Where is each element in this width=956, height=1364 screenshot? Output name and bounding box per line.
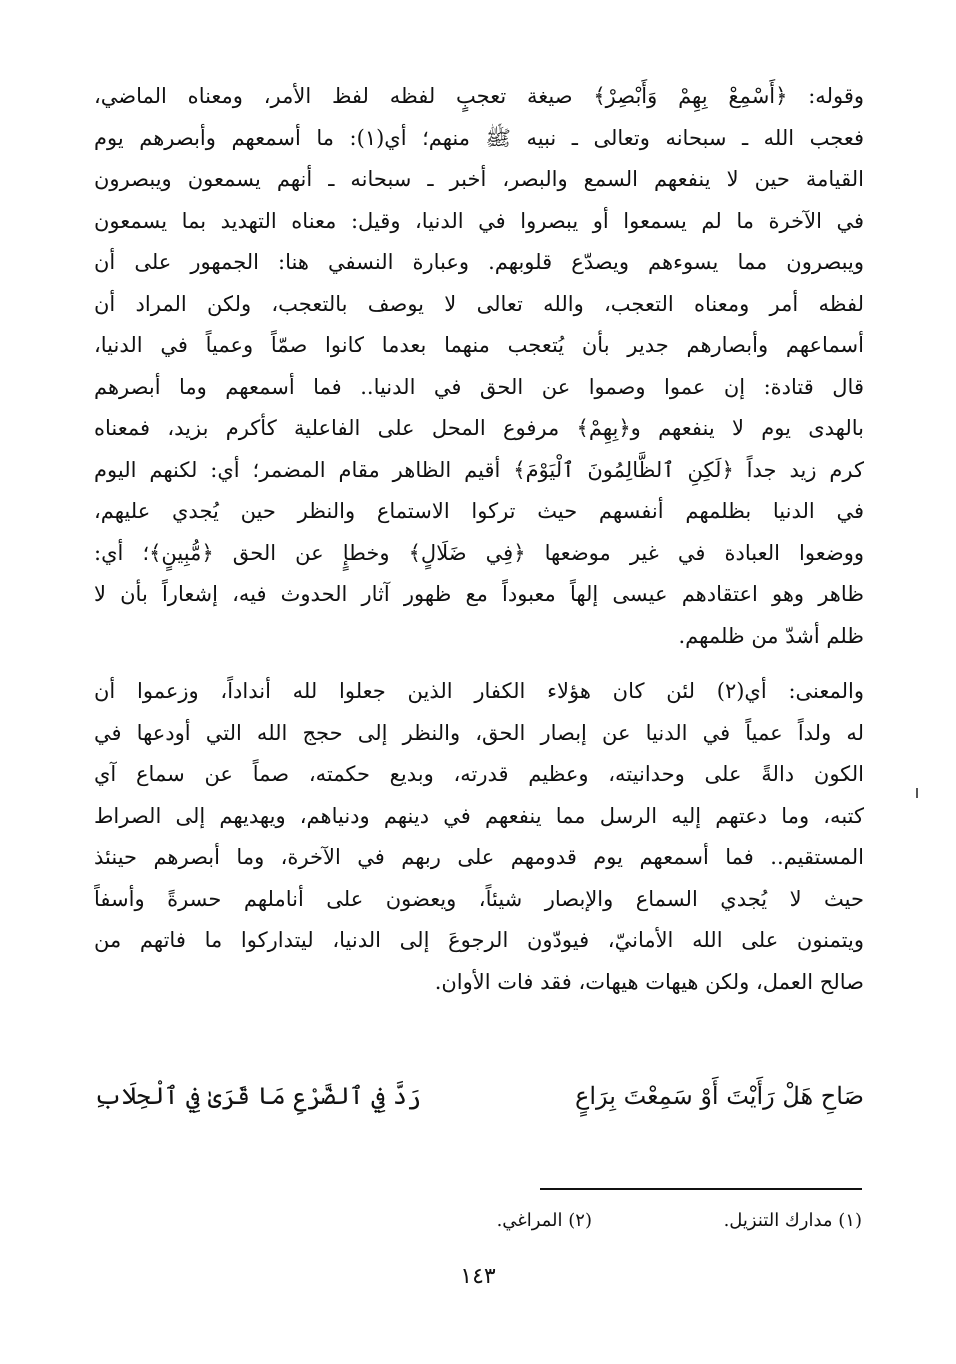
text-line: بالهدى يوم لا ينفعهم و﴿بِهِمْ﴾ مرفوع المحل على الفاعلية كأكرم بزيد، فمعناه xyxy=(94,416,864,440)
text-line: ويتمنون على الله الأمانيّ، فيودّون الرجوعَ إلى الدنيا، ليتداركوا ما فاتهم من xyxy=(94,928,864,952)
text-line: ووضعوا العبادة في غير موضعها ﴿فِي ضَلَالٍ﴾ وخطإٍ عن الحق ﴿مُّبِينٍ﴾؛ أي: xyxy=(94,540,864,565)
text-line: والمعنى: أي(٢) لئن كان هؤلاء الكفار الذين جعلوا لله أنداداً، وزعموا أن xyxy=(94,679,864,703)
verse-first-hemistich: صَاحِ هَلْ رَأَيْتَ أَوْ سَمِعْتَ بِرَاعٍ xyxy=(575,1082,864,1110)
text-line: صالح العمل، ولكن هيهات هيهات، فقد فات الأوان. xyxy=(434,969,864,994)
footnote-2: (٢) المراغي. xyxy=(496,1210,592,1231)
poetry-verse xyxy=(94,1074,864,1118)
text-line: الكون دالةً على وحدانيته، وعظيم قدرته، وبديع حكمته، صماً عن سماع آي xyxy=(94,762,864,786)
paragraph-2 xyxy=(94,671,864,1003)
text-line: ويبصرون مما يسوءهم ويصدّع قلوبهم. وعبارة النسفي هنا: الجمهور على أن xyxy=(94,250,864,274)
paragraph-gap xyxy=(94,657,864,671)
text-line: كرم زيد جداً ﴿لَكِنِ ٱلظَّالِمُونَ ٱلْيَوْمَ﴾ أقيم الظاهر مقام المضمر؛ أي: لكنهم اليوم xyxy=(94,457,864,482)
text-line: في الآخرة ما لم يسمعوا أو يبصروا في الدنيا، وقيل: معناه التهديد بما يسمعون xyxy=(94,208,864,233)
text-line: القيامة حين لا ينفعهم السمع والبصر، أخبر ـ سبحانه ـ أنهم يسمعون ويبصرون xyxy=(94,167,864,191)
footnote-separator xyxy=(540,1188,862,1190)
footnote-1: (١) مدارك التنزيل. xyxy=(723,1210,862,1231)
page-number: ١٤٣ xyxy=(460,1264,496,1289)
main-text xyxy=(94,76,864,1003)
text-line: ظاهر وهو اعتقادهم عيسى إلهاً معبوداً مع ظهور آثار الحدوث فيه، إشعاراً بأن لا xyxy=(94,582,864,606)
margin-mark xyxy=(916,788,918,798)
text-line: وقوله: ﴿أَسْمِعْ بِهِمْ وَأَبْصِرْ﴾ صيغة تعجبٍ لفظه لفظ الأمر، ومعناه الماضي، xyxy=(94,84,864,108)
text-line: المستقيم.. فما أسمعهم يوم قدومهم على ربهم في الآخرة، وما أبصرهم حينئذ xyxy=(94,845,864,869)
paragraph-1 xyxy=(94,76,864,657)
text-line: فعجب الله ـ سبحانه وتعالى ـ نبيه ﷺ منهم؛ أي(١): ما أسمعهم وأبصرهم يوم xyxy=(94,125,864,150)
text-line: قال قتادة: إن عموا وصموا عن الحق في الدنيا.. فما أسمعهم وما أبصرهم xyxy=(94,374,864,399)
text-line: لفظه أمر ومعناه التعجب، والله تعالى لا يوصف بالتعجب، ولكن المراد أن xyxy=(94,291,864,316)
text-line: في الدنيا بظلمهم أنفسهم حيث تركوا الاستماع والنظر حين يُجدي عليهم، xyxy=(94,499,864,523)
verse-second-hemistich: رَدَّ فِي ٱلضَّرْعِ مَا قَرَىٰ فِي ٱلْحِلَابِ xyxy=(94,1082,422,1110)
text-line: ظلم أشدّ من ظلمهم. xyxy=(678,623,864,648)
text-line: أسماعهم وأبصارهم جدير بأن يُتعجب منهما بعدما كانوا صمّاً وعمياً في الدنيا، xyxy=(94,333,864,357)
text-line: له ولداً عمياً في الدنيا عن إبصار الحق، والنظر إلى حجج الله التي أودعها في xyxy=(94,720,864,745)
text-line: كتبه، وما دعتهم إليه الرسل مما ينفعهم في دينهم ودنياهم، ويهديهم إلى الصراط xyxy=(94,803,864,828)
text-line: حيث لا يُجدي السماع والإبصار شيئاً، ويعضون على أناملهم حسرةً وأسفاً xyxy=(94,886,864,911)
footnotes xyxy=(300,1204,862,1238)
